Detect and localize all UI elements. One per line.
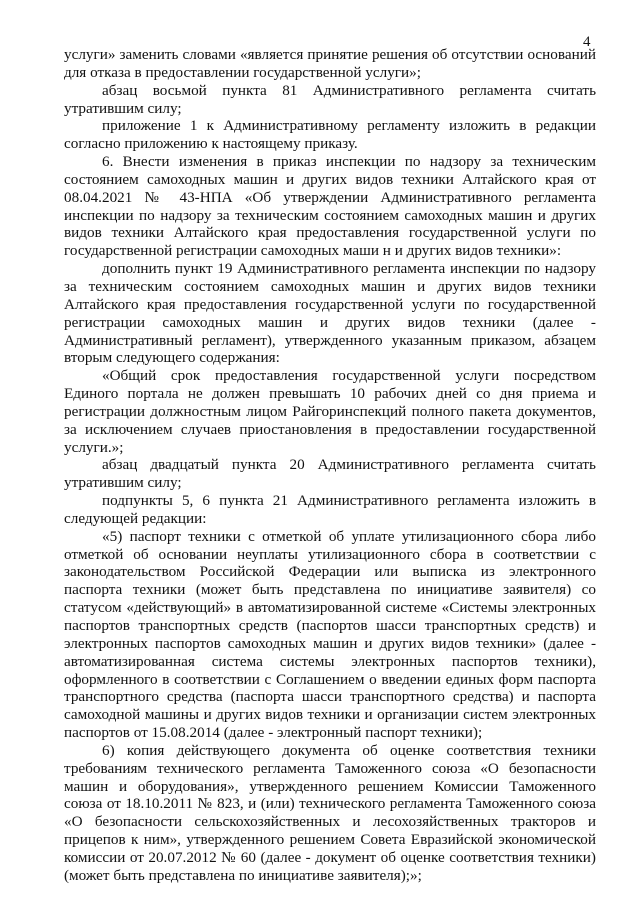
paragraph-text: дополнить пункт 19 Административного регламента инспекции по надзору за техническим состоянием самоходных машин и других видов техники Алтайского края предоставления государственной услуги по государственной регистрации самоходных машин и других видов техники (далее - Административный регламент), утвержденного указанным приказом, абзацем вторым следующего содержания: (64, 260, 596, 367)
paragraph-text: абзац восьмой пункта 81 Административного регламента считать утратившим силу; (64, 81, 596, 117)
paragraph-text: услуги» заменить словами «является принятие решения об отсутствии оснований для отказа в предоставлении государственной услуги»; (64, 46, 596, 81)
paragraph-text: подпункты 5, 6 пункта 21 Административного регламента изложить в следующей редакции: (64, 492, 596, 527)
paragraph-text: 6. Внести изменения в приказ инспекции по надзору за техническим состоянием самоходных машин и других видов техники Алтайского края от 08.04.2021 № 43-НПА «Об утверждении Административного регламента инспекции по надзору за техническим состоянием самоходных машин и других видов техники Алтайского края предоставления государственной услуги по государственной регистрации самоходных маши н и других видов техники»: (64, 153, 596, 260)
paragraph-text: 6) копия действующего документа об оценке соответствия техники требованиям технического регламента Таможенного союза «О безопасности машин и оборудования», утвержденного решением Комиссии Таможенного союза от 18.10.2011 № 823, и (или) технического регламента Таможенного союза «О безопасности сельскохозяйственных и лесохозяйственных тракторов и прицепов к ним», утвержденного решением Совета Евразийской экономической комиссии от 20.07.2012 № 60 (далее - документ об оценке соответствия техники) (может быть представлена по инициативе заявителя);»; (64, 741, 596, 884)
paragraph-text: «5) паспорт техники с отметкой об уплате утилизационного сбора либо отметкой об основании неуплаты утилизационного сбора в соответствии с законодательством Российской Федерации или выписка из электронного паспорта техники (может быть представлена по инициативе заявителя) со статусом «действующий» в автоматизированной системе «Системы электронных паспортов транспортных средств (паспортов шасси транспортных средств) и электронных паспортов самоходных машин и других видов техники» (далее - автоматизированная система системы электронных паспортов техники), оформленного в соответствии с Соглашением о введении единых форм паспорта транспортного средства (паспорта шасси транспортного средства) и паспорта самоходной машины и других видов техники и организации систем электронных паспортов от 15.08.2014 (далее - электронный паспорт техники); (64, 527, 596, 742)
paragraph-text: абзац двадцатый пункта 20 Административного регламента считать утратившим силу; (64, 456, 596, 492)
page-number: 4 (583, 34, 591, 50)
document-body (64, 46, 596, 885)
paragraph-text: приложение 1 к Административному регламенту изложить в редакции согласно приложению к настоящему приказу. (64, 117, 596, 153)
paragraph-text: «Общий срок предоставления государственной услуги посредством Единого портала не должен превышать 10 рабочих дней со дня приема и регистрации должностным лицом Райгоринспекций полного пакета документов, за исключением случаев приостановления в предоставлении государственной услуги.»; (64, 367, 596, 456)
